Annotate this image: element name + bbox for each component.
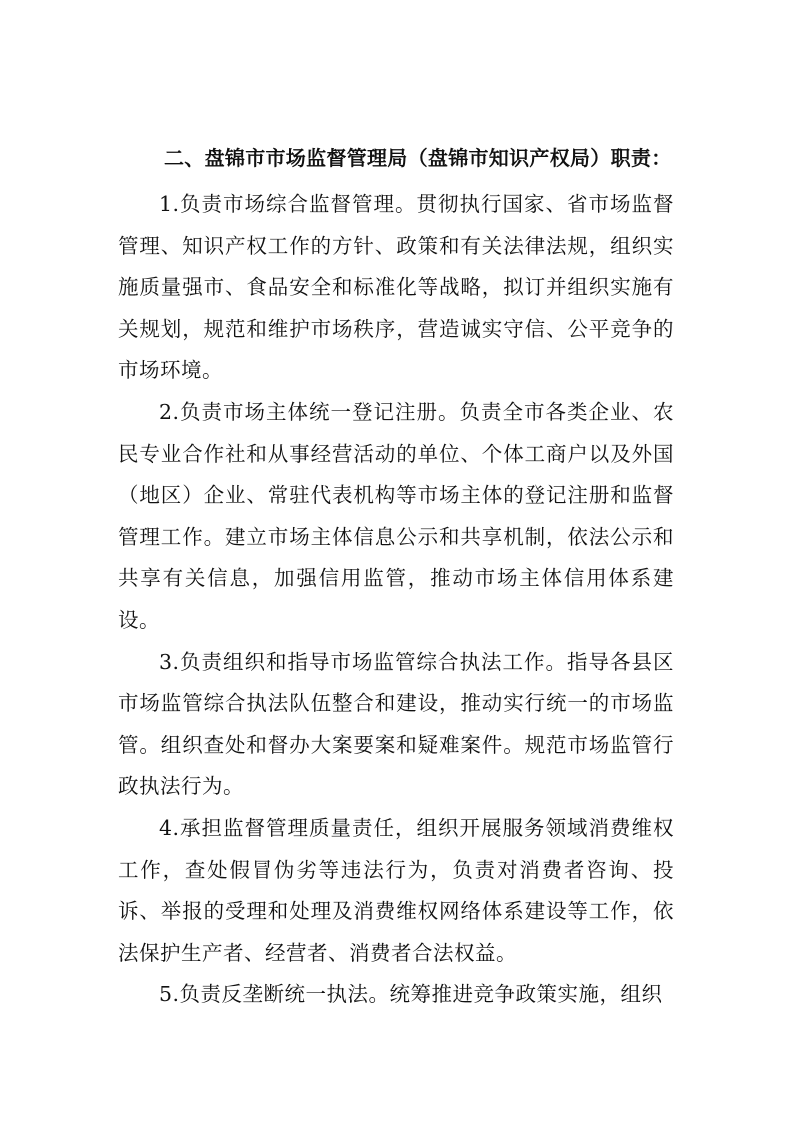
paragraph-1: 1.负责市场综合监督管理。贯彻执行国家、省市场监督管理、知识产权工作的方针、政策和有关法律法规，组织实施质量强市、食品安全和标准化等战略，拟订并组织实施有关规划，规范和维护市场秩序，营造诚实守信、公平竞争的市场环境。 bbox=[118, 192, 674, 383]
paragraph-2: 2.负责市场主体统一登记注册。负责全市各类企业、农民专业合作社和从事经营活动的单位、个体工商户以及外国（地区）企业、常驻代表机构等市场主体的登记注册和监督管理工作。建立市场主体信息公示和共享机制，依法公示和共享有关信息，加强信用监管，推动市场主体信用体系建设。 bbox=[118, 399, 674, 632]
paragraph-5: 5.负责反垄断统一执法。统筹推进竞争政策实施，组织 bbox=[159, 982, 663, 1007]
paragraph-4: 4.承担监督管理质量责任，组织开展服务领域消费维权工作，查处假冒伪劣等违法行为，负责对消费者咨询、投诉、举报的受理和处理及消费维权网络体系建设等工作，依法保护生产者、经营者、消费者合法权益。 bbox=[118, 815, 674, 965]
body-text bbox=[118, 184, 674, 1016]
paragraph-3: 3.负责组织和指导市场监管综合执法工作。指导各县区市场监管综合执法队伍整合和建设，推动实行统一的市场监管。组织查处和督办大案要案和疑难案件。规范市场监管行政执法行为。 bbox=[118, 649, 674, 799]
section-heading: 二、盘锦市市场监督管理局（盘锦市知识产权局）职责： bbox=[164, 146, 672, 170]
